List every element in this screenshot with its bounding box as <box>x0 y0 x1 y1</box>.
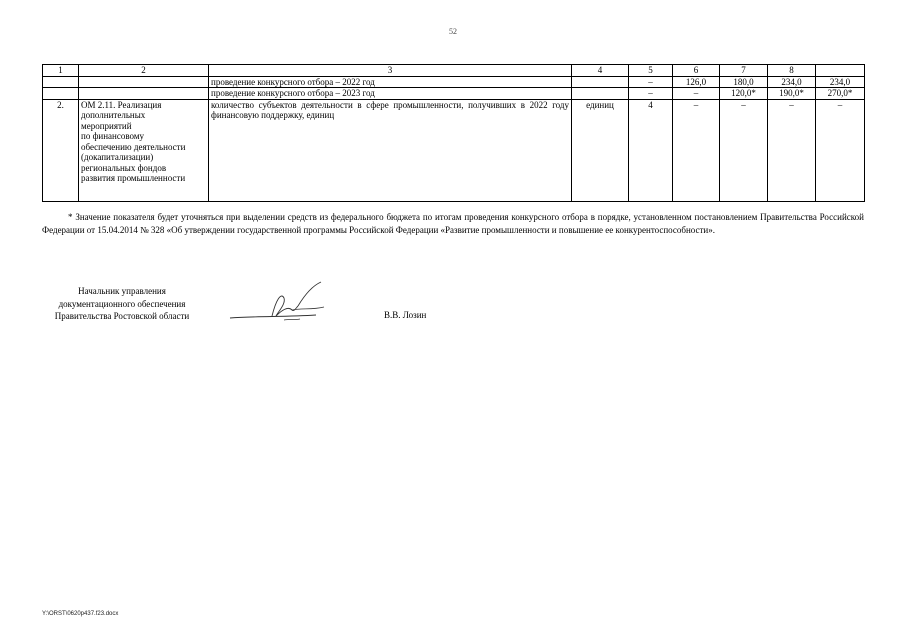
value-cell-9: 234,0 <box>816 76 865 88</box>
header-cell-2: 2 <box>79 65 209 77</box>
header-cell-8: 8 <box>768 65 816 77</box>
value-cell-6: 126,0 <box>673 76 720 88</box>
table-row <box>43 76 865 88</box>
signatory-title-line: Начальник управления <box>78 286 166 296</box>
row-number <box>43 88 79 100</box>
handwritten-signature <box>226 280 338 328</box>
value-cell-8: 190,0* <box>768 88 816 100</box>
measure-line: региональных фондов <box>81 162 167 173</box>
measure-line: дополнительных <box>81 110 146 120</box>
signatory-title-line: документационного обеспечения <box>58 298 186 309</box>
measure-line: мероприятий <box>81 120 132 131</box>
header-cell-4: 4 <box>572 65 629 77</box>
measure-cell <box>79 88 209 100</box>
unit-cell <box>572 88 629 100</box>
indicator-cell: проведение конкурсного отбора – 2023 год <box>209 88 572 100</box>
measure-line: развития промышленности <box>81 173 186 183</box>
measure-cell <box>79 76 209 88</box>
value-cell-5: – <box>629 88 673 100</box>
measure-line: (докапитализации) <box>81 152 154 162</box>
header-cell-5: 5 <box>629 65 673 77</box>
unit-cell <box>572 76 629 88</box>
indicator-cell: проведение конкурсного отбора – 2022 год <box>209 76 572 88</box>
header-cell-9 <box>816 65 865 77</box>
footnote <box>42 211 864 236</box>
value-cell-9: – <box>816 99 865 201</box>
value-cell-6: – <box>673 99 720 201</box>
table-header-row <box>43 65 865 77</box>
header-cell-6: 6 <box>673 65 720 77</box>
signatory-title-line: Правительства Ростовской области <box>54 311 190 321</box>
row-number: 2. <box>43 99 79 201</box>
measure-line: ОМ 2.11. Реализация <box>81 99 162 110</box>
value-cell-7: 180,0 <box>720 76 768 88</box>
measure-cell <box>79 99 209 201</box>
file-path: Y:\ORST\0620p437.f23.docx <box>42 611 119 617</box>
value-cell-8: 234,0 <box>768 76 816 88</box>
indicators-table <box>42 64 865 202</box>
value-cell-6: – <box>673 88 720 100</box>
header-cell-1: 1 <box>43 65 79 77</box>
unit-cell: единиц <box>572 99 629 201</box>
table-row <box>43 99 865 201</box>
measure-line: по финансовому <box>81 131 145 141</box>
value-cell-7: – <box>720 99 768 201</box>
value-cell-7: 120,0* <box>720 88 768 100</box>
value-cell-5: 4 <box>629 99 673 201</box>
measure-line: обеспечению деятельности <box>81 141 186 152</box>
table-row <box>43 88 865 100</box>
header-cell-3: 3 <box>209 65 572 77</box>
value-cell-9: 270,0* <box>816 88 865 100</box>
row-number <box>43 76 79 88</box>
footnote-text: * Значение показателя будет уточняться при выделении средств из федерального бюджета по итогам проведения конкурсного отбора в порядке, установленном постановлением Правительства Российской Федерации от 15.04.2014 № 328 «Об утверждении государственной программы Российской Федерации «Развитие промышленности и повышение ее конкурентоспособности». <box>42 212 864 235</box>
value-cell-5: – <box>629 76 673 88</box>
value-cell-8: – <box>768 99 816 201</box>
signatory-name: В.В. Лозин <box>384 310 427 320</box>
page-number: 52 <box>449 27 457 36</box>
signatory-title <box>42 285 202 323</box>
indicator-cell: количество субъектов деятельности в сфере промышленности, получивших в 2022 году финансовую поддержку, единиц <box>209 99 572 201</box>
header-cell-7: 7 <box>720 65 768 77</box>
